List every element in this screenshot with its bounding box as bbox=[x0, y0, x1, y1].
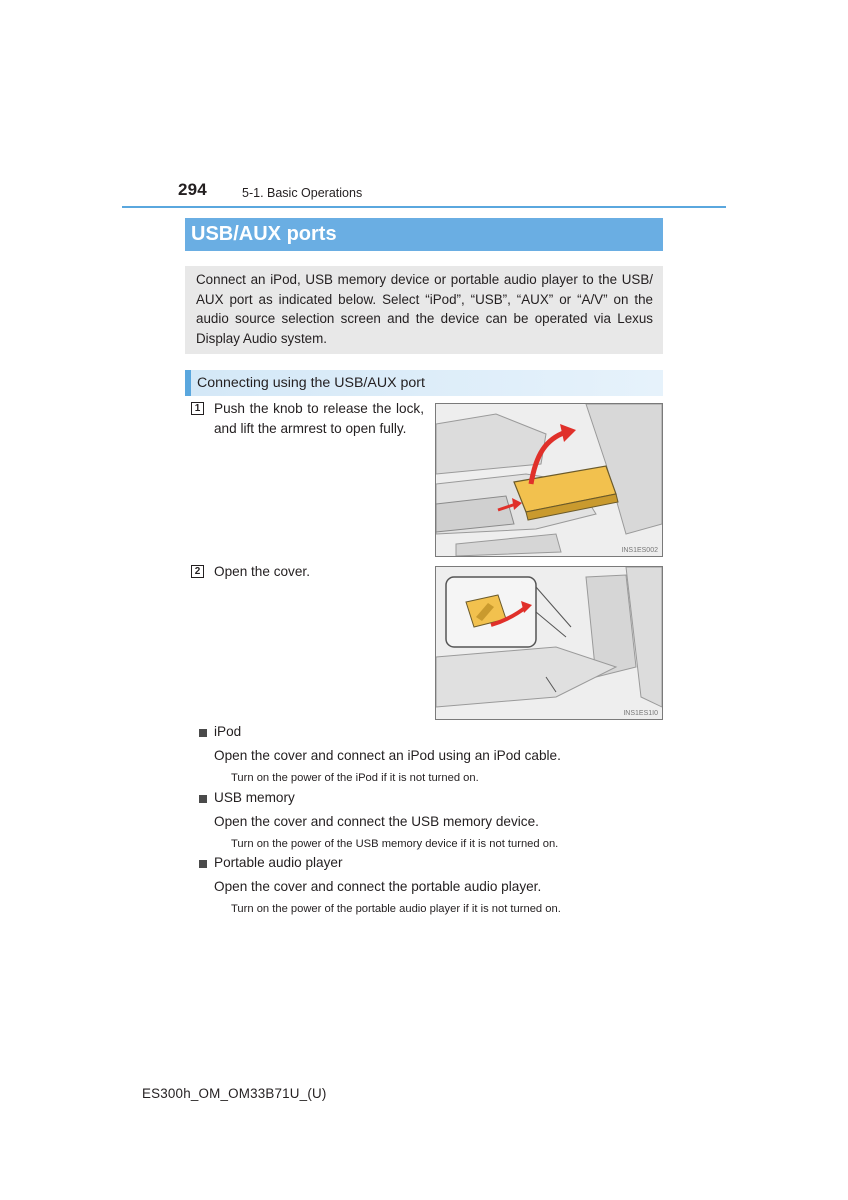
item-note: Turn on the power of the portable audio player if it is not turned on. bbox=[231, 903, 561, 915]
armrest-illustration bbox=[435, 403, 663, 557]
step-number: 2 bbox=[191, 565, 204, 578]
figure-code: INS1ES1I0 bbox=[623, 710, 658, 717]
item-note: Turn on the power of the USB memory device if it is not turned on. bbox=[231, 838, 559, 850]
item-title: iPod bbox=[214, 724, 242, 739]
item-body: Open the cover and connect an iPod using an iPod cable. bbox=[214, 748, 561, 763]
item-note: Turn on the power of the iPod if it is not turned on. bbox=[231, 772, 479, 784]
step-number: 1 bbox=[191, 402, 204, 415]
item-body: Open the cover and connect the portable audio player. bbox=[214, 879, 542, 894]
bullet-icon bbox=[199, 729, 207, 737]
header-divider bbox=[122, 206, 726, 208]
section-title: 5-1. Basic Operations bbox=[242, 186, 363, 200]
figure-code: INS1ES002 bbox=[621, 547, 658, 554]
item-body: Open the cover and connect the USB memory device. bbox=[214, 814, 539, 829]
item-title: USB memory bbox=[214, 790, 295, 805]
sub-heading: Connecting using the USB/AUX port bbox=[185, 370, 663, 396]
cover-illustration bbox=[435, 566, 663, 720]
page-number: 294 bbox=[178, 180, 207, 199]
intro-box bbox=[185, 266, 663, 354]
step-text: Open the cover. bbox=[214, 564, 310, 579]
page-title: USB/AUX ports bbox=[185, 218, 663, 251]
item-title: Portable audio player bbox=[214, 855, 343, 870]
bullet-icon bbox=[199, 795, 207, 803]
footer-code: ES300h_OM_OM33B71U_(U) bbox=[142, 1086, 327, 1101]
intro-text: Connect an iPod, USB memory device or portable audio player to the USB/ AUX port as indicated below. Select “iPod”, “USB”, “AUX” or “A/V” on the audio source selection screen and the device can be operated via Lexus Display Audio system. bbox=[196, 272, 653, 346]
bullet-icon bbox=[199, 860, 207, 868]
step-text: Push the knob to release the lock, and lift the armrest to open fully. bbox=[214, 401, 424, 436]
